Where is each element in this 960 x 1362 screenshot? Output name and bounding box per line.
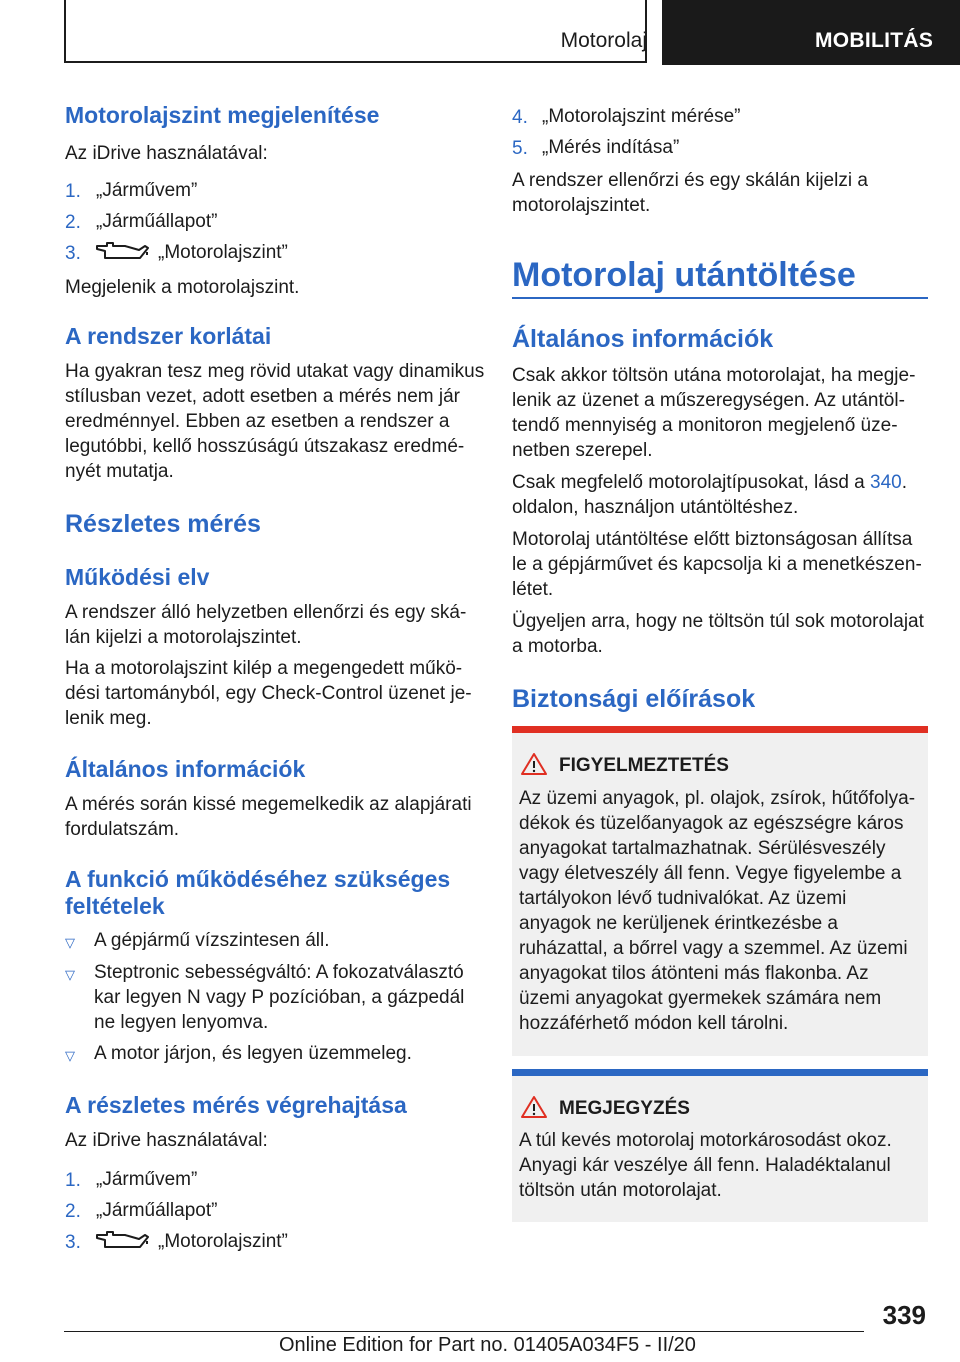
- header-frame: [64, 0, 647, 63]
- heading-oil-topup: Motorolaj utántöltése: [512, 256, 856, 294]
- page-number: 339: [882, 1300, 926, 1330]
- bullet-triangle-icon: ▽: [65, 1048, 75, 1063]
- step-number: 4.: [512, 107, 528, 128]
- page-reference-link[interactable]: 340: [870, 472, 902, 493]
- note-text: A túl kevés motorolaj motorkárosodást okoz. Anyagi kár veszélye áll fenn. Haladéktalanul töltsön után motorolajat.: [519, 1130, 892, 1201]
- header-chapter-label: MOBILITÁS: [815, 29, 934, 52]
- bullet-triangle-icon: ▽: [65, 967, 75, 982]
- requirement-item: A motor járjon, és legyen üzemmeleg.: [94, 1043, 412, 1064]
- principle-paragraph-2: Ha a motorolajszint kilép a megengedett működési tartományból, egy Check-Control üzenet jelenik meg.: [65, 658, 472, 729]
- steps-result: A rendszer ellenőrzi és egy skálán kijelzi a motorolajszintet.: [512, 170, 868, 216]
- warning-triangle-icon: [520, 1095, 548, 1119]
- step-number: 3.: [65, 1232, 81, 1253]
- general-paragraph: A mérés során kissé megemelkedik az alapjárati fordulatszám.: [65, 794, 472, 840]
- step-number: 5.: [512, 138, 528, 159]
- step-text: „Motorolajszint”: [158, 1231, 288, 1252]
- heading-principle: Működési elv: [65, 564, 210, 590]
- warning-bar: [512, 726, 928, 733]
- general-paragraph-3: Motorolaj utántöltése előtt biztonságosan állítsa le a gépjárművet és kapcsolja ki a menetkészenlétet.: [512, 529, 922, 600]
- principle-paragraph-1: A rendszer álló helyzetben ellenőrzi és egy skálán kijelzi a motorolajszintet.: [65, 602, 467, 648]
- heading-general-info: Általános információk: [65, 756, 306, 782]
- step-text: „Járműállapot”: [96, 211, 218, 232]
- step-number: 1.: [65, 181, 81, 202]
- warning-triangle-icon: [520, 752, 548, 776]
- step-number: 2.: [65, 1201, 81, 1222]
- warning-title: FIGYELMEZTETÉS: [559, 755, 729, 776]
- warning-text: Az üzemi anyagok, pl. olajok, zsírok, hűtőfolyadékok és tüzelőanyagok az egészségre káros anyagokat tartalmazhatnak. Sérülésveszély vagy életveszély áll fenn. Vegye figyelembe a tartályokon lévő tudnivalókat. Az üzemi anyagok ne kerüljenek érintkezésbe a ruházattal, a bőrrel vagy a szemmel. Az üzemi anyagokat tilos átönteni más flakonba. Az üzemi anyagokat gyermekek számára nem hozzáférhető módon kell tárolni.: [519, 788, 916, 1034]
- step-text: „Járművem”: [96, 180, 198, 201]
- footer-divider: [64, 1331, 864, 1332]
- general-paragraph-2: Csak megfelelő motorolajtípusokat, lásd a 340. oldalon, használjon utántöltéshez.: [512, 472, 907, 518]
- warning-box: [512, 726, 928, 1056]
- heading-requirements: A funkció működéséhez szükséges feltételek: [65, 866, 451, 919]
- perform-intro: Az iDrive használatával:: [65, 1130, 268, 1151]
- limits-paragraph: Ha gyakran tesz meg rövid utakat vagy dinamikus stílusban vezet, adott esetben a mérés nem jár eredménnyel. Ebben az esetben a rendszer a legutóbbi, kellő hosszúságú útszakasz eredményét mutatja.: [65, 361, 485, 482]
- step-text: „Motorolajszint”: [158, 242, 288, 263]
- oil-can-icon: [95, 240, 151, 262]
- footer-edition: Online Edition for Part no. 01405A034F5 - II/20: [279, 1334, 696, 1356]
- heading-general-info-right: Általános információk: [512, 325, 774, 353]
- display-result: Megjelenik a motorolajszint.: [65, 277, 300, 298]
- requirement-item: A gépjármű vízszintesen áll.: [94, 930, 330, 951]
- note-title: MEGJEGYZÉS: [559, 1098, 690, 1119]
- display-intro: Az iDrive használatával:: [65, 143, 268, 164]
- step-text: „Mérés indítása”: [542, 137, 680, 158]
- bullet-triangle-icon: ▽: [65, 935, 75, 950]
- step-text: „Járműállapot”: [96, 1200, 218, 1221]
- step-number: 1.: [65, 1170, 81, 1191]
- header-section-title: Motorolaj: [560, 29, 647, 52]
- heading-display-oil-level: Motorolajszint megjelenítése: [65, 102, 380, 128]
- header-chapter-tab: [662, 0, 960, 65]
- heading-system-limits: A rendszer korlátai: [65, 323, 272, 349]
- step-text: „Járművem”: [96, 1169, 198, 1190]
- heading-perform-measurement: A részletes mérés végrehajtása: [65, 1092, 407, 1118]
- note-bar: [512, 1069, 928, 1076]
- general-paragraph-1: Csak akkor töltsön utána motorolajat, ha megjelenik az üzenet a műszeregységen. Az utántöltendő mennyiség a monitoron megjelenő üzenetben szerepel.: [512, 365, 916, 461]
- step-number: 3.: [65, 243, 81, 264]
- step-number: 2.: [65, 212, 81, 233]
- heading-safety: Biztonsági előírások: [512, 685, 756, 713]
- heading-detailed-measurement: Részletes mérés: [65, 510, 261, 538]
- step-text: „Motorolajszint mérése”: [542, 106, 741, 127]
- requirement-item: Steptronic sebességváltó: A fokozatválasztó kar legyen N vagy P pozícióban, a gázpedál ne legyen lenyomva.: [94, 962, 465, 1033]
- note-box: [512, 1069, 928, 1222]
- oil-can-icon: [95, 1229, 151, 1251]
- heading-underline: [512, 297, 928, 299]
- general-paragraph-4: Ügyeljen arra, hogy ne töltsön túl sok motorolajat a motorba.: [512, 611, 924, 657]
